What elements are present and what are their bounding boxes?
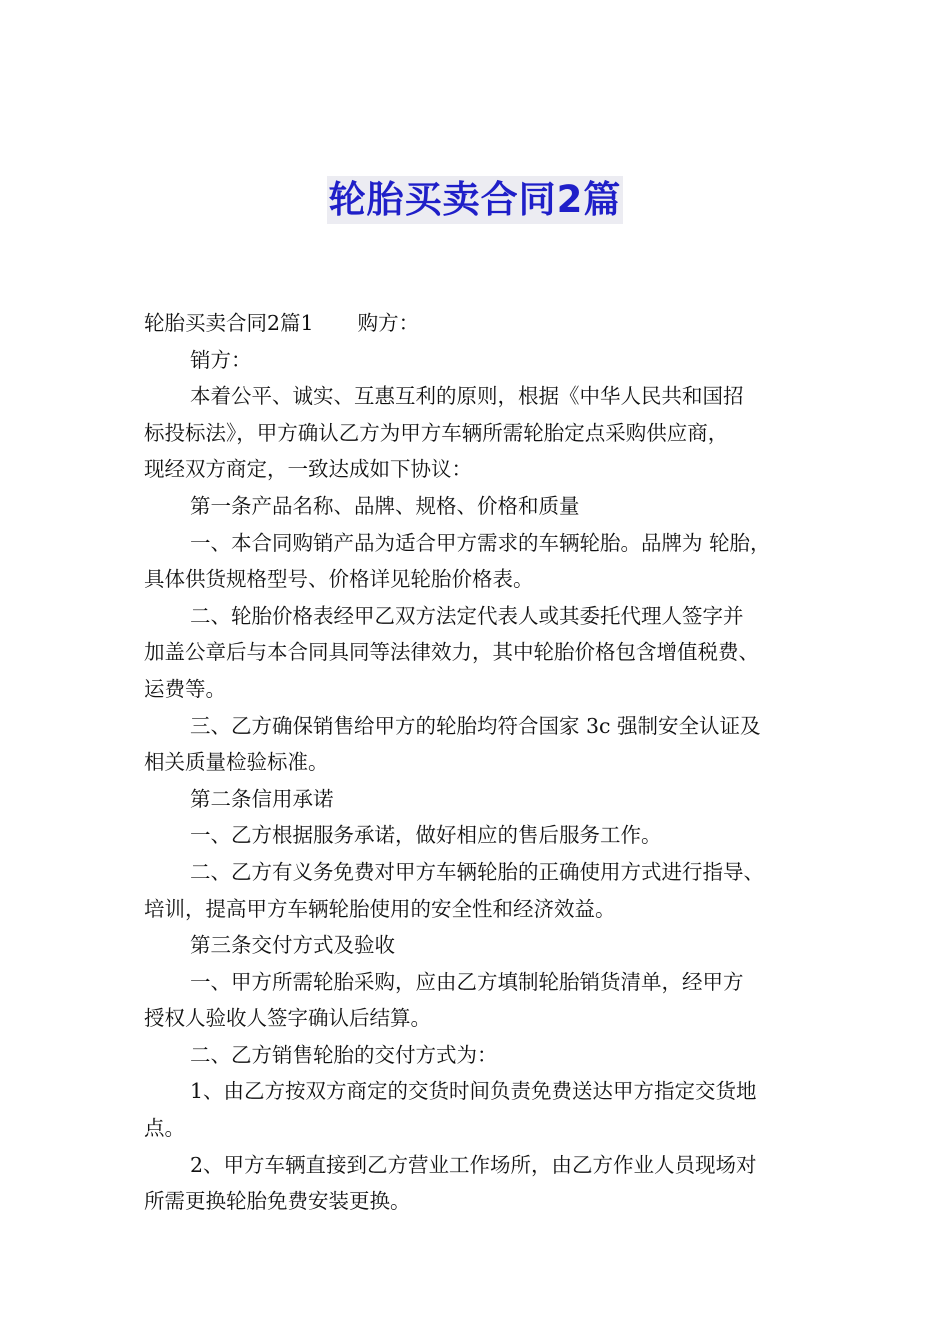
paragraph-line: 一、本合同购销产品为适合甲方需求的车辆轮胎。品牌为 轮胎， — [190, 530, 771, 555]
paragraph-line: 所需更换轮胎免费安装更换。 — [144, 1189, 411, 1214]
section-heading: 第二条信用承诺 — [190, 786, 334, 811]
paragraph-line: 二、轮胎价格表经甲乙双方法定代表人或其委托代理人签字并 — [190, 603, 744, 628]
paragraph-line: 本着公平、诚实、互惠互利的原则，根据《中华人民共和国招 — [190, 384, 744, 409]
paragraph-line: 2、甲方车辆直接到乙方营业工作场所，由乙方作业人员现场对 — [190, 1152, 757, 1177]
paragraph-line: 销方： — [190, 347, 252, 372]
paragraph-line: 二、乙方销售轮胎的交付方式为： — [190, 1042, 498, 1067]
section-heading: 第一条产品名称、品牌、规格、价格和质量 — [190, 493, 580, 518]
paragraph-line: 相关质量检验标准。 — [144, 750, 329, 775]
paragraph-line: 培训，提高甲方车辆轮胎使用的安全性和经济效益。 — [144, 896, 616, 921]
paragraph-line: 运费等。 — [144, 676, 226, 701]
paragraph-line: 具体供货规格型号、价格详见轮胎价格表。 — [144, 567, 534, 592]
paragraph-line: 现经双方商定，一致达成如下协议： — [144, 457, 472, 482]
paragraph-line: 三、乙方确保销售给甲方的轮胎均符合国家 3c 强制安全认证及 — [190, 713, 761, 738]
paragraph-line: 1、由乙方按双方商定的交货时间负责免费送达甲方指定交货地 — [190, 1079, 757, 1104]
paragraph-line: 加盖公章后与本合同具同等法律效力，其中轮胎价格包含增值税费、 — [144, 640, 759, 665]
title-container — [0, 176, 950, 224]
paragraph-line: 授权人验收人签字确认后结算。 — [144, 1006, 431, 1031]
paragraph-line: 二、乙方有义务免费对甲方车辆轮胎的正确使用方式进行指导、 — [190, 859, 764, 884]
paragraph-line: 点。 — [144, 1116, 185, 1141]
section-heading: 第三条交付方式及验收 — [190, 933, 395, 958]
paragraph-line: 一、甲方所需轮胎采购，应由乙方填制轮胎销货清单，经甲方 — [190, 969, 744, 994]
document-body — [144, 305, 816, 1220]
buyer-label: 购方： — [357, 311, 420, 335]
contract-subtitle: 轮胎买卖合同2篇1 — [144, 311, 314, 335]
heading-line — [144, 305, 816, 342]
paragraph-line: 一、乙方根据服务承诺，做好相应的售后服务工作。 — [190, 823, 662, 848]
document-title: 轮胎买卖合同2篇 — [327, 176, 624, 224]
paragraph-line: 标投标法》，甲方确认乙方为甲方车辆所需轮胎定点采购供应商， — [144, 420, 729, 445]
